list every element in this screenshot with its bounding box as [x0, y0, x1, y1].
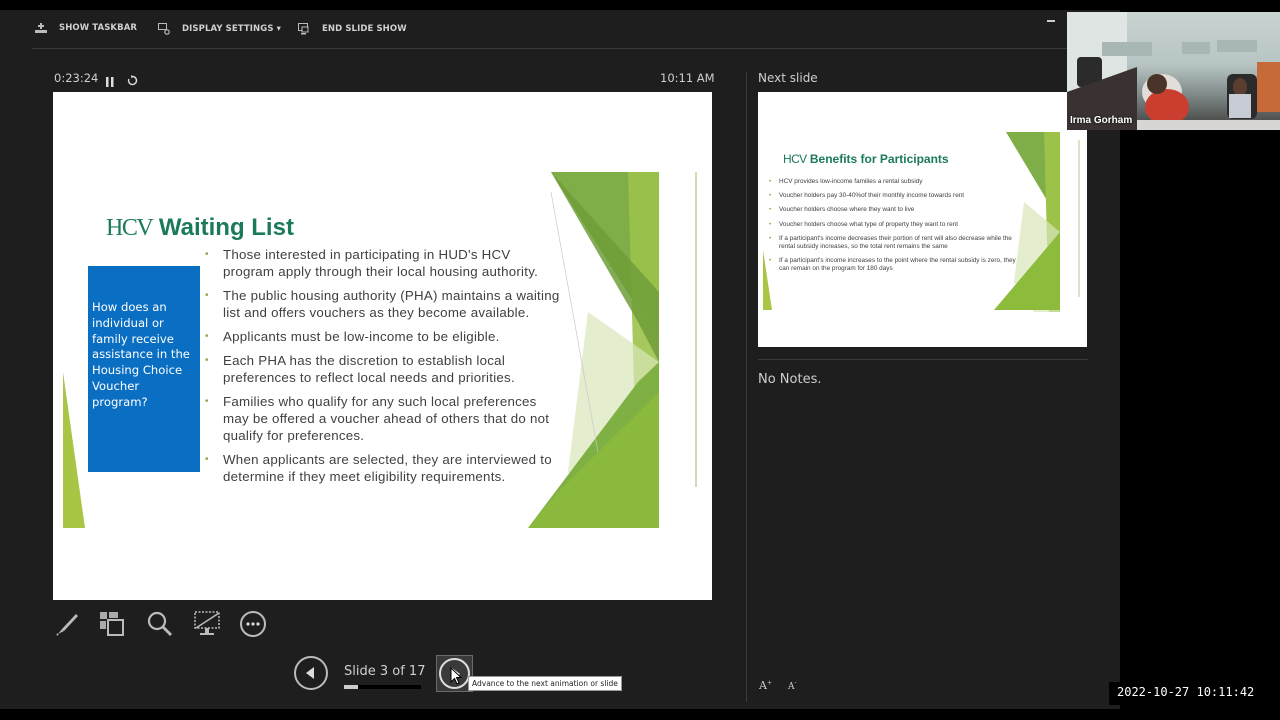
previous-slide-button[interactable] — [294, 656, 328, 690]
question-box: How does an individual or family receive assistance in the Housing Choice Voucher program? — [88, 266, 200, 472]
display-settings-label: DISPLAY SETTINGS ▾ — [182, 24, 281, 34]
clock: 10:11 AM — [660, 71, 715, 85]
slide-progress-fill — [344, 685, 358, 689]
display-settings-icon — [158, 23, 170, 35]
display-settings-button[interactable] — [158, 23, 281, 35]
taskbar-icon — [35, 23, 47, 33]
presenter-toolbar — [0, 10, 1070, 46]
zoom-slide-button[interactable] — [145, 609, 175, 639]
bullet-item: • Applicants must be low-income to be eligible. — [205, 328, 565, 345]
increase-font-button[interactable]: A+ — [759, 679, 772, 692]
recording-timestamp: 2022-10-27 10:11:42 — [1109, 682, 1275, 705]
end-slide-show-label: END SLIDE SHOW — [322, 24, 407, 34]
notes-divider — [758, 359, 1088, 360]
bullet-item: • The public housing authority (PHA) maintains a waiting list and offers vouchers as they become available. — [205, 287, 565, 321]
participant-video — [1067, 12, 1280, 130]
more-options-button[interactable] — [238, 609, 268, 639]
toolbar-divider — [32, 48, 1070, 49]
next-slide-title: HCV Benefits for Participants — [783, 152, 949, 166]
pause-timer-button[interactable] — [106, 72, 114, 91]
more-icon — [239, 610, 267, 638]
elapsed-timer: 0:23:24 — [54, 71, 99, 85]
restart-timer-button[interactable] — [127, 71, 138, 90]
next-slide-label: Next slide — [758, 71, 818, 85]
grid-slides-icon — [98, 610, 126, 638]
slide-progress-bar — [344, 685, 421, 689]
show-taskbar-label: SHOW TASKBAR — [59, 23, 138, 33]
black-screen-button[interactable] — [192, 609, 222, 639]
end-slide-show-button[interactable] — [298, 23, 407, 35]
end-show-icon — [298, 23, 310, 35]
bullet-item: • Each PHA has the discretion to establish local preferences to reflect local needs and priorities. — [205, 352, 565, 386]
show-taskbar-button[interactable] — [35, 23, 137, 33]
pen-icon — [54, 611, 80, 637]
restart-icon — [127, 75, 138, 86]
slide-counter[interactable]: Slide 3 of 17 — [344, 664, 426, 679]
decrease-font-button[interactable]: A- — [788, 679, 797, 692]
bullet-item: • Those interested in participating in HUD's HCV program apply through their local housing authority. — [205, 246, 565, 280]
bullet-item: • If a participant's income increases to the point where the rental subsidy is zero, they can remain on the program for 180 days — [768, 257, 1023, 273]
pause-icon — [106, 77, 114, 87]
bullet-item: • Voucher holders choose where they want to live — [768, 206, 1023, 214]
slide-title: HCV Waiting List — [106, 214, 294, 241]
next-slide-bullets — [768, 178, 1023, 280]
bullet-item: • Voucher holders pay 30-40%of their monthly income towards rent — [768, 192, 1023, 200]
magnifier-icon — [146, 610, 174, 638]
next-slide-thumbnail[interactable] — [758, 92, 1087, 347]
video-scene-icon — [1067, 12, 1280, 130]
bullet-item: • When applicants are selected, they are interviewed to determine if they meet eligibility requirements. — [205, 451, 565, 485]
bullet-item: • Voucher holders choose what type of property they want to rent — [768, 221, 1023, 229]
participant-name: Irma Gorham — [1070, 115, 1133, 126]
pen-tool-button[interactable] — [52, 609, 82, 639]
screen-slash-icon — [193, 610, 221, 638]
mouse-cursor-icon — [450, 667, 462, 685]
slide-decoration-left-icon — [61, 372, 87, 528]
see-all-slides-button[interactable] — [97, 609, 127, 639]
current-slide[interactable] — [53, 92, 712, 600]
panel-divider[interactable] — [746, 72, 747, 702]
bullet-item: • HCV provides low-income families a rental subsidy — [768, 178, 1023, 186]
slide-bullets — [205, 246, 565, 492]
bullet-item: • Families who qualify for any such local preferences may be offered a voucher ahead of others that do not qualify for preferences. — [205, 393, 565, 444]
bullet-item: • If a participant's income decreases their portion of rent will also decrease while the rental subsidy increases, so the total rent remains the same — [768, 235, 1023, 251]
speaker-notes[interactable]: No Notes. — [758, 372, 822, 387]
minimize-icon[interactable] — [1047, 20, 1055, 22]
next-slide-tooltip: Advance to the next animation or slide — [468, 676, 622, 691]
presenter-view — [0, 10, 1120, 709]
